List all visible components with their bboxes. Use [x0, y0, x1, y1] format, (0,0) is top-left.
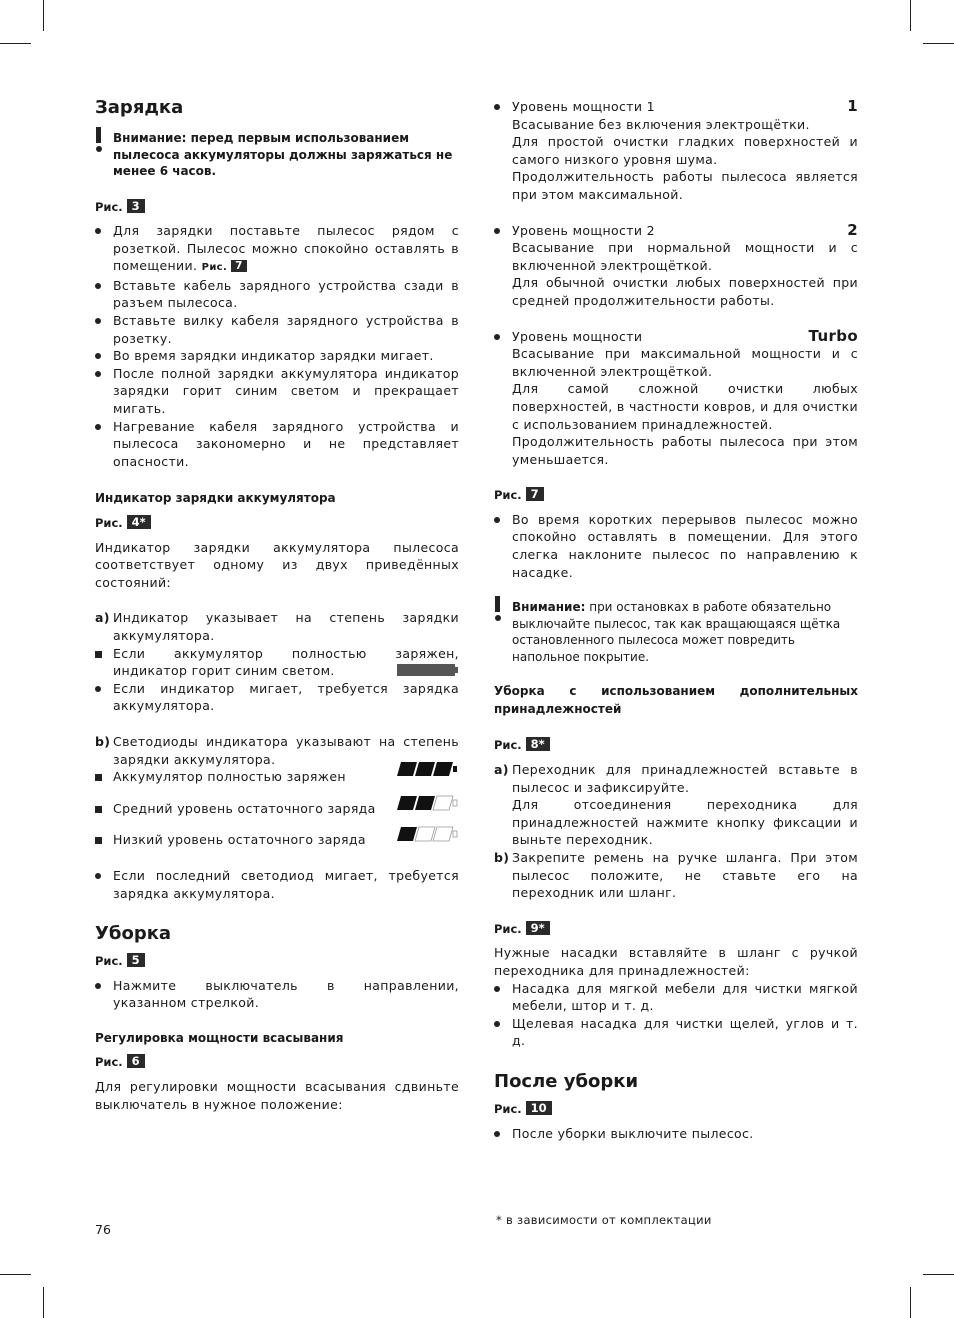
section-title-after-cleaning: После уборки	[494, 1070, 639, 1092]
list-item: Если индикатор мигает, требуется зарядка аккумулятора.	[95, 680, 459, 715]
list-item: После полной зарядки аккумулятора индикатор зарядки горит синим светом и прекращает мигать.	[95, 365, 459, 418]
crop-mark	[910, 1287, 911, 1318]
battery-one-led-icon	[397, 825, 459, 843]
figure-ref: Рис. 7	[494, 486, 858, 505]
power-level-turbo: Уровень мощности Turbo Всасывание при максимальной мощности и с включенной электрощёткой. Для самой сложной очистки любых поверхностей, в частности ковров, и для очистки с использованием принадлежностей. Продолжительность работы пылесоса при этом уменьшается.	[494, 328, 858, 469]
crop-mark	[43, 1287, 44, 1318]
subheading-accessories: Уборка с использованием дополнительных принадлежностей	[494, 684, 858, 716]
crop-mark	[923, 43, 954, 44]
crop-mark	[43, 0, 44, 31]
list-item: Нажмите выключатель в направлении, указанном стрелкой.	[95, 977, 459, 1012]
warning-icon	[494, 596, 502, 621]
battery-three-leds-icon	[397, 760, 459, 778]
suction-text: Для регулировки мощности всасывания сдвиньте выключатель в нужное положение:	[95, 1079, 459, 1112]
warning-charging: Внимание: перед первым использованием пылесоса аккумуляторы должны заряжаться не менее 6 часов.	[95, 130, 459, 180]
page-number: 76	[95, 1222, 111, 1237]
crop-mark	[910, 0, 911, 31]
list-item: Во время коротких перерывов пылесос можно спокойно оставлять в помещении. Для этого слегка наклоните пылесос по направлению к насадке.	[494, 511, 858, 581]
right-column	[494, 98, 858, 1142]
crop-mark	[923, 1274, 954, 1275]
figure-ref: Рис. 3	[95, 198, 459, 217]
step-b: b) Светодиоды индикатора указывают на степень зарядки аккумулятора.	[95, 733, 459, 767]
list-item: Для зарядки поставьте пылесос рядом с розеткой. Пылесос можно спокойно оставлять в помещении. Рис. 7	[95, 222, 459, 277]
crop-mark	[0, 43, 31, 44]
nozzle-text: Нужные насадки вставляйте в шланг с ручкой переходника для принадлежностей:	[494, 945, 858, 978]
figure-ref: Рис. 4*	[95, 514, 459, 533]
list-item: Если последний светодиод мигает, требуется зарядка аккумулятора.	[95, 867, 459, 902]
section-title-charging: Зарядка	[95, 97, 184, 118]
list-item: Нагревание кабеля зарядного устройства и пылесоса закономерно и не представляет опасности.	[95, 418, 459, 471]
left-column	[95, 96, 459, 1113]
power-level-1: Уровень мощности 1 1 Всасывание без включения электрощётки. Для простой очистки гладких поверхностей и самого низкого уровня шума. Продолжительность работы пылесоса является при этом максимальной.	[494, 98, 858, 204]
step-b: b) Закрепите ремень на ручке шланга. При этом пылесос положите, не ставьте его на переходник или шланг.	[494, 850, 858, 901]
figure-ref: Рис. 9*	[494, 920, 858, 939]
indicator-text: Индикатор зарядки аккумулятора пылесоса соответствует одному из двух приведённых состояний:	[95, 539, 459, 590]
subheading-suction: Регулировка мощности всасывания	[95, 1030, 344, 1045]
subheading-indicator: Индикатор зарядки аккумулятора	[95, 491, 336, 506]
power-level-2: Уровень мощности 2 2 Всасывание при нормальной мощности и с включенной электрощёткой. Для обычной очистки любых поверхностей при средней продолжительности работы.	[494, 222, 858, 310]
list-item: Средний уровень остаточного заряда	[95, 800, 459, 818]
list-item: Щелевая насадка для чистки щелей, углов и т. д.	[494, 1015, 858, 1050]
warning-pause: Внимание: при остановках в работе обязательно выключайте пылесос, так как вращающаяся щётка остановленного пылесоса может повредить напольное покрытие.	[494, 599, 858, 665]
list-item: Низкий уровень остаточного заряда	[95, 831, 459, 849]
list-item: Если аккумулятор полностью заряжен, индикатор горит синим светом.	[95, 645, 459, 680]
battery-full-bar-icon	[397, 663, 459, 677]
figure-ref: Рис. 5	[95, 952, 459, 971]
step-a: a) Переходник для принадлежностей вставьте в пылесос и зафиксируйте. Для отсоединения переходника для принадлежностей нажмите кнопку фиксации и выньте переходник.	[494, 762, 858, 848]
battery-two-leds-icon	[397, 794, 459, 812]
list-item: Вставьте кабель зарядного устройства сзади в разъем пылесоса.	[95, 277, 459, 312]
list-item: Вставьте вилку кабеля зарядного устройства в розетку.	[95, 312, 459, 347]
step-a: a) Индикатор указывает на степень зарядки аккумулятора.	[95, 610, 459, 643]
figure-ref: Рис. 8*	[494, 736, 858, 755]
section-title-cleaning: Уборка	[95, 923, 172, 945]
figure-ref: Рис. 10	[494, 1100, 858, 1119]
list-item: После уборки выключите пылесос.	[494, 1125, 858, 1143]
list-item: Насадка для мягкой мебели для чистки мягкой мебели, штор и т. д.	[494, 980, 858, 1015]
list-item: Аккумулятор полностью заряжен	[95, 768, 459, 786]
list-item: Во время зарядки индикатор зарядки мигает.	[95, 347, 459, 365]
footnote: * в зависимости от комплектации	[496, 1213, 712, 1227]
crop-mark	[0, 1274, 31, 1275]
figure-ref: Рис. 6	[95, 1053, 459, 1072]
warning-icon	[95, 127, 103, 152]
